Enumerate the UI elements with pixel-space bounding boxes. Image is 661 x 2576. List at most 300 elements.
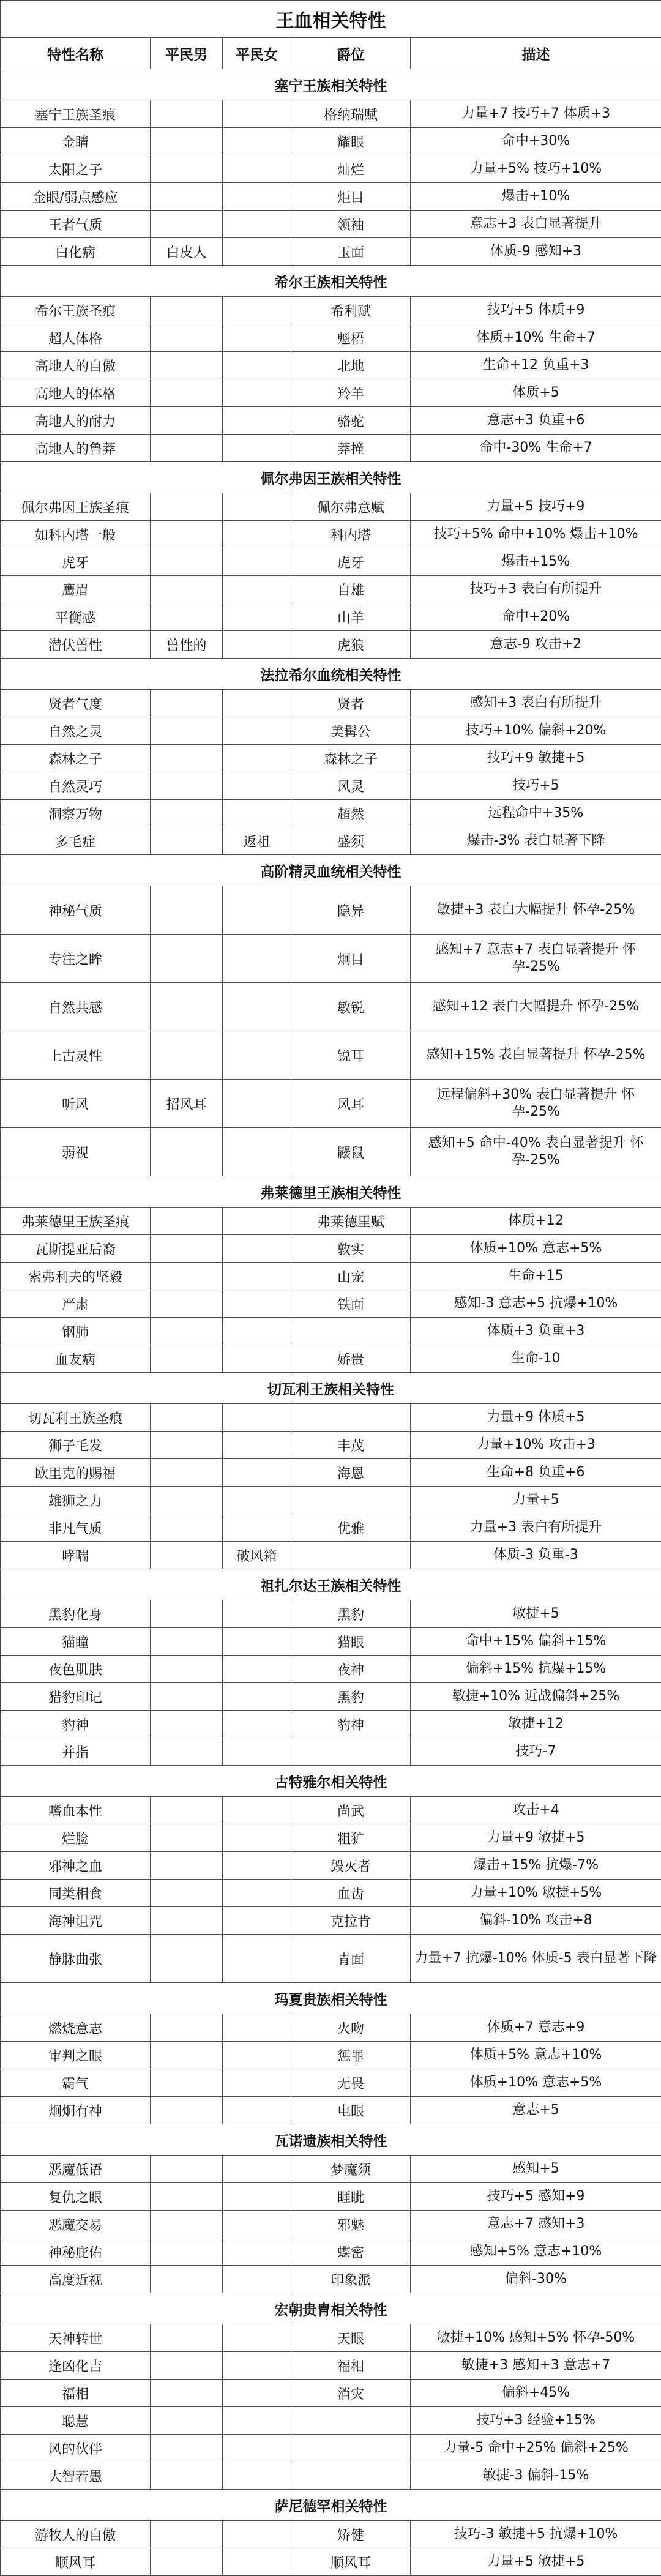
cell-commoner-male: 白皮人	[151, 238, 223, 266]
cell-commoner-male	[151, 297, 223, 324]
cell-noble-title: 山羊	[291, 603, 411, 631]
cell-description: 敏捷+3 感知+3 意志+7	[411, 2352, 661, 2380]
cell-trait-name: 炯炯有神	[1, 2097, 151, 2124]
section-title: 玛夏贵族相关特性	[1, 1983, 661, 2014]
cell-commoner-female	[223, 886, 291, 935]
table-row	[1, 1907, 661, 1935]
cell-trait-name: 欧里克的赐福	[1, 1459, 151, 1487]
table-row	[1, 324, 661, 352]
column-header-title: 爵位	[291, 38, 411, 69]
cell-commoner-male	[151, 2069, 223, 2097]
cell-commoner-male	[151, 324, 223, 352]
cell-commoner-male	[151, 2462, 223, 2490]
cell-description: 力量+10% 攻击+3	[411, 1432, 661, 1459]
column-header-female: 平民女	[223, 38, 291, 69]
cell-trait-name: 风的伙伴	[1, 2435, 151, 2462]
cell-description: 技巧-7	[411, 1738, 661, 1766]
cell-description: 技巧+3 表白有所提升	[411, 576, 661, 603]
cell-trait-name: 瓦斯提亚后裔	[1, 1235, 151, 1263]
cell-commoner-male	[151, 211, 223, 238]
table-row	[1, 407, 661, 435]
cell-commoner-female	[223, 631, 291, 659]
cell-commoner-male	[151, 2042, 223, 2069]
cell-commoner-female	[223, 128, 291, 155]
table-row	[1, 548, 661, 576]
cell-commoner-female	[223, 324, 291, 352]
section-title: 宏朝贵胄相关特性	[1, 2293, 661, 2324]
cell-commoner-male	[151, 1683, 223, 1711]
cell-trait-name: 太阳之子	[1, 155, 151, 183]
table-row	[1, 493, 661, 521]
cell-noble-title: 锐耳	[291, 1031, 411, 1080]
cell-commoner-male	[151, 1797, 223, 1824]
table-row	[1, 745, 661, 772]
cell-trait-name: 切瓦利王族圣痕	[1, 1404, 151, 1432]
cell-trait-name: 索弗利夫的坚毅	[1, 1263, 151, 1290]
cell-commoner-male	[151, 155, 223, 183]
cell-description: 力量+3 表白有所提升	[411, 1514, 661, 1542]
cell-noble-title: 火吻	[291, 2014, 411, 2042]
table-row	[1, 2069, 661, 2097]
section-header-row	[1, 1373, 661, 1404]
cell-description: 力量+9 体质+5	[411, 1404, 661, 1432]
cell-commoner-male	[151, 100, 223, 128]
cell-description: 感知+5% 意志+10%	[411, 2238, 661, 2266]
table-row	[1, 2548, 661, 2576]
cell-commoner-male	[151, 576, 223, 603]
cell-description: 偏斜+15% 抗爆+15%	[411, 1656, 661, 1683]
cell-trait-name: 超人体格	[1, 324, 151, 352]
cell-commoner-female	[223, 772, 291, 800]
cell-description: 感知+12 表白大幅提升 怀孕-25%	[411, 983, 661, 1031]
cell-description: 感知+5	[411, 2156, 661, 2183]
cell-description: 力量+9 敏捷+5	[411, 1824, 661, 1852]
cell-trait-name: 高地人的鲁莽	[1, 435, 151, 462]
cell-noble-title: 灿烂	[291, 155, 411, 183]
cell-description: 技巧+5	[411, 772, 661, 800]
cell-commoner-female	[223, 1318, 291, 1345]
cell-commoner-male	[151, 1487, 223, 1514]
table-row	[1, 297, 661, 324]
cell-description: 远程命中+35%	[411, 800, 661, 827]
section-header-row	[1, 1766, 661, 1797]
cell-commoner-male	[151, 2266, 223, 2293]
cell-commoner-male	[151, 800, 223, 827]
cell-description: 生命+12 负重+3	[411, 352, 661, 379]
cell-commoner-female	[223, 2156, 291, 2183]
section-header-row	[1, 266, 661, 297]
section-header-row	[1, 1176, 661, 1208]
section-header-row	[1, 855, 661, 886]
cell-trait-name: 哮喘	[1, 1542, 151, 1569]
cell-description: 爆击-3% 表白显著下降	[411, 827, 661, 855]
cell-commoner-female: 返祖	[223, 827, 291, 855]
section-title: 塞宁王族相关特性	[1, 69, 661, 100]
cell-description: 生命+15	[411, 1263, 661, 1290]
cell-commoner-female	[223, 1600, 291, 1628]
cell-commoner-female	[223, 548, 291, 576]
cell-trait-name: 弗莱德里王族圣痕	[1, 1208, 151, 1235]
cell-noble-title: 盛须	[291, 827, 411, 855]
section-header-row	[1, 69, 661, 100]
table-row	[1, 2156, 661, 2183]
cell-commoner-female	[223, 211, 291, 238]
cell-trait-name: 贤者气度	[1, 690, 151, 717]
table-row	[1, 1208, 661, 1235]
table-row	[1, 935, 661, 983]
cell-description: 感知+15% 表白显著提升 怀孕-25%	[411, 1031, 661, 1080]
cell-commoner-male	[151, 1031, 223, 1080]
cell-noble-title: 粗犷	[291, 1824, 411, 1852]
cell-trait-name: 狮子毛发	[1, 1432, 151, 1459]
cell-commoner-female	[223, 297, 291, 324]
table-row	[1, 1031, 661, 1080]
cell-commoner-female	[223, 238, 291, 266]
cell-commoner-male	[151, 1738, 223, 1766]
cell-trait-name: 上古灵性	[1, 1031, 151, 1080]
cell-commoner-male	[151, 2380, 223, 2407]
cell-description: 敏捷+5	[411, 1600, 661, 1628]
section-title: 弗莱德里王族相关特性	[1, 1176, 661, 1208]
cell-commoner-male	[151, 379, 223, 407]
cell-description: 感知+5 命中-40% 表白显著提升 怀孕-25%	[411, 1128, 661, 1176]
cell-trait-name: 金睛	[1, 128, 151, 155]
table-row	[1, 1683, 661, 1711]
cell-commoner-male	[151, 352, 223, 379]
cell-commoner-male	[151, 2352, 223, 2380]
table-row	[1, 2435, 661, 2462]
cell-commoner-male	[151, 717, 223, 745]
cell-commoner-male	[151, 886, 223, 935]
table-row	[1, 211, 661, 238]
cell-trait-name: 白化病	[1, 238, 151, 266]
cell-commoner-male	[151, 1935, 223, 1983]
cell-trait-name: 高地人的体格	[1, 379, 151, 407]
cell-commoner-female	[223, 435, 291, 462]
cell-description: 命中+30%	[411, 128, 661, 155]
table-row	[1, 983, 661, 1031]
cell-trait-name: 高地人的自傲	[1, 352, 151, 379]
cell-description: 体质+12	[411, 1208, 661, 1235]
cell-commoner-male	[151, 521, 223, 548]
cell-noble-title: 惩罪	[291, 2042, 411, 2069]
table-row	[1, 183, 661, 211]
cell-commoner-male	[151, 2097, 223, 2124]
section-title: 瓦诺遗族相关特性	[1, 2124, 661, 2156]
cell-commoner-male	[151, 1656, 223, 1683]
section-header-row	[1, 1983, 661, 2014]
cell-commoner-female	[223, 2238, 291, 2266]
cell-noble-title: 敦实	[291, 1235, 411, 1263]
cell-trait-name: 猫瞳	[1, 1628, 151, 1656]
cell-commoner-male	[151, 2521, 223, 2548]
table-title-row	[1, 1, 661, 38]
table-row	[1, 1432, 661, 1459]
cell-commoner-male: 兽性的	[151, 631, 223, 659]
table-title: 王血相关特性	[1, 1, 661, 38]
cell-description: 敏捷-3 偏斜-15%	[411, 2462, 661, 2490]
cell-commoner-male	[151, 548, 223, 576]
cell-description: 感知+7 意志+7 表白显著提升 怀孕-25%	[411, 935, 661, 983]
cell-description: 敏捷+10% 近战偏斜+25%	[411, 1683, 661, 1711]
cell-noble-title: 北地	[291, 352, 411, 379]
cell-noble-title	[291, 1404, 411, 1432]
cell-trait-name: 佩尔弗因王族圣痕	[1, 493, 151, 521]
cell-commoner-male	[151, 1345, 223, 1373]
table-row	[1, 603, 661, 631]
cell-description: 爆击+10%	[411, 183, 661, 211]
cell-commoner-female	[223, 690, 291, 717]
cell-noble-title: 邪魅	[291, 2211, 411, 2238]
cell-commoner-female	[223, 183, 291, 211]
table-row	[1, 155, 661, 183]
cell-trait-name: 钢肺	[1, 1318, 151, 1345]
table-row	[1, 1263, 661, 1290]
cell-description: 敏捷+3 表白大幅提升 怀孕-25%	[411, 886, 661, 935]
cell-noble-title	[291, 1738, 411, 1766]
cell-noble-title: 隐异	[291, 886, 411, 935]
cell-noble-title: 夜神	[291, 1656, 411, 1683]
cell-commoner-male	[151, 1514, 223, 1542]
cell-commoner-male	[151, 407, 223, 435]
cell-commoner-male	[151, 1880, 223, 1907]
cell-trait-name: 如科内塔一般	[1, 521, 151, 548]
cell-description: 感知+3 表白有所提升	[411, 690, 661, 717]
cell-commoner-female	[223, 717, 291, 745]
cell-commoner-female	[223, 1487, 291, 1514]
cell-trait-name: 邪神之血	[1, 1852, 151, 1880]
table-row	[1, 435, 661, 462]
cell-trait-name: 复仇之眼	[1, 2183, 151, 2211]
table-row	[1, 2380, 661, 2407]
cell-description: 体质-9 感知+3	[411, 238, 661, 266]
cell-noble-title: 山宠	[291, 1263, 411, 1290]
cell-commoner-male	[151, 827, 223, 855]
cell-trait-name: 豹神	[1, 1711, 151, 1738]
cell-trait-name: 游牧人的自傲	[1, 2521, 151, 2548]
cell-noble-title: 虎牙	[291, 548, 411, 576]
cell-trait-name: 神秘庇佑	[1, 2238, 151, 2266]
cell-commoner-male	[151, 128, 223, 155]
table-row	[1, 352, 661, 379]
cell-commoner-female	[223, 1907, 291, 1935]
cell-trait-name: 王者气质	[1, 211, 151, 238]
table-row	[1, 1318, 661, 1345]
cell-trait-name: 天神转世	[1, 2324, 151, 2352]
cell-noble-title: 风耳	[291, 1080, 411, 1128]
cell-commoner-male	[151, 2211, 223, 2238]
cell-trait-name: 夜色肌肤	[1, 1656, 151, 1683]
section-header-row	[1, 1569, 661, 1600]
cell-commoner-female	[223, 2042, 291, 2069]
cell-trait-name: 塞宁王族圣痕	[1, 100, 151, 128]
cell-commoner-male	[151, 1542, 223, 1569]
cell-commoner-female	[223, 1935, 291, 1983]
section-title: 高阶精灵血统相关特性	[1, 855, 661, 886]
cell-commoner-female	[223, 521, 291, 548]
cell-commoner-female	[223, 1263, 291, 1290]
section-title: 佩尔弗因王族相关特性	[1, 462, 661, 493]
table-row	[1, 1824, 661, 1852]
cell-commoner-female	[223, 1031, 291, 1080]
cell-trait-name: 希尔王族圣痕	[1, 297, 151, 324]
cell-commoner-male	[151, 1263, 223, 1290]
table-row	[1, 1514, 661, 1542]
cell-noble-title: 玉面	[291, 238, 411, 266]
cell-noble-title: 敏锐	[291, 983, 411, 1031]
cell-commoner-male	[151, 983, 223, 1031]
table-row	[1, 2238, 661, 2266]
cell-commoner-female	[223, 1459, 291, 1487]
table-row	[1, 1628, 661, 1656]
cell-trait-name: 聪慧	[1, 2407, 151, 2435]
cell-description: 爆击+15% 抗爆-7%	[411, 1852, 661, 1880]
section-title: 古特雅尔相关特性	[1, 1766, 661, 1797]
cell-description: 偏斜+45%	[411, 2380, 661, 2407]
cell-description: 远程偏斜+30% 表白显著提升 怀孕-25%	[411, 1080, 661, 1128]
cell-description: 命中+15% 偏斜+15%	[411, 1628, 661, 1656]
cell-commoner-female	[223, 800, 291, 827]
cell-description: 技巧+5 体质+9	[411, 297, 661, 324]
cell-trait-name: 审判之眼	[1, 2042, 151, 2069]
cell-commoner-male	[151, 1907, 223, 1935]
cell-noble-title: 电眼	[291, 2097, 411, 2124]
cell-commoner-male	[151, 2238, 223, 2266]
cell-commoner-female	[223, 2324, 291, 2352]
section-title: 祖扎尔达王族相关特性	[1, 1569, 661, 1600]
table-row	[1, 2407, 661, 2435]
cell-description: 体质+5	[411, 379, 661, 407]
column-header-male: 平民男	[151, 38, 223, 69]
cell-commoner-male	[151, 1318, 223, 1345]
cell-noble-title: 睚眦	[291, 2183, 411, 2211]
cell-trait-name: 雄狮之力	[1, 1487, 151, 1514]
cell-description: 爆击+15%	[411, 548, 661, 576]
cell-noble-title: 豹神	[291, 1711, 411, 1738]
cell-noble-title: 矫健	[291, 2521, 411, 2548]
section-header-row	[1, 2490, 661, 2521]
cell-description: 力量-5 命中+25% 偏斜+25%	[411, 2435, 661, 2462]
cell-commoner-male	[151, 1711, 223, 1738]
table-row	[1, 576, 661, 603]
section-title: 萨尼德罕相关特性	[1, 2490, 661, 2521]
cell-commoner-female	[223, 379, 291, 407]
section-title: 法拉希尔血统相关特性	[1, 659, 661, 690]
cell-noble-title: 尚武	[291, 1797, 411, 1824]
cell-commoner-female	[223, 935, 291, 983]
cell-commoner-male	[151, 2407, 223, 2435]
cell-description: 体质+5% 意志+10%	[411, 2042, 661, 2069]
cell-trait-name: 逢凶化吉	[1, 2352, 151, 2380]
table-row	[1, 1542, 661, 1569]
cell-description: 技巧+10% 偏斜+20%	[411, 717, 661, 745]
cell-description: 技巧+3 经验+15%	[411, 2407, 661, 2435]
column-header-row	[1, 38, 661, 69]
cell-noble-title: 血齿	[291, 1880, 411, 1907]
cell-trait-name: 大智若愚	[1, 2462, 151, 2490]
cell-commoner-female	[223, 2266, 291, 2293]
cell-description: 力量+10% 敏捷+5%	[411, 1880, 661, 1907]
cell-trait-name: 鹰眉	[1, 576, 151, 603]
cell-commoner-female	[223, 745, 291, 772]
trait-table-body	[1, 1, 661, 2576]
cell-noble-title	[291, 2462, 411, 2490]
table-row	[1, 1852, 661, 1880]
cell-commoner-female	[223, 603, 291, 631]
cell-commoner-female	[223, 2521, 291, 2548]
cell-trait-name: 森林之子	[1, 745, 151, 772]
cell-noble-title: 黑豹	[291, 1600, 411, 1628]
table-row	[1, 1487, 661, 1514]
cell-noble-title: 青面	[291, 1935, 411, 1983]
cell-description: 命中-30% 生命+7	[411, 435, 661, 462]
table-row	[1, 379, 661, 407]
cell-commoner-female	[223, 2407, 291, 2435]
cell-noble-title: 弗莱德里赋	[291, 1208, 411, 1235]
table-row	[1, 2266, 661, 2293]
cell-trait-name: 高地人的耐力	[1, 407, 151, 435]
cell-commoner-female	[223, 2183, 291, 2211]
table-row	[1, 772, 661, 800]
table-row	[1, 1711, 661, 1738]
cell-trait-name: 恶魔低语	[1, 2156, 151, 2183]
cell-commoner-female	[223, 2097, 291, 2124]
cell-commoner-female	[223, 352, 291, 379]
cell-trait-name: 潜伏兽性	[1, 631, 151, 659]
section-title: 切瓦利王族相关特性	[1, 1373, 661, 1404]
cell-noble-title: 梦魔须	[291, 2156, 411, 2183]
cell-trait-name: 专注之眸	[1, 935, 151, 983]
cell-commoner-male	[151, 493, 223, 521]
cell-commoner-female	[223, 2352, 291, 2380]
section-header-row	[1, 2293, 661, 2324]
table-row	[1, 2324, 661, 2352]
cell-commoner-male	[151, 603, 223, 631]
table-row	[1, 521, 661, 548]
cell-noble-title: 印象派	[291, 2266, 411, 2293]
cell-description: 力量+5	[411, 1487, 661, 1514]
table-row	[1, 1128, 661, 1176]
cell-noble-title: 美髯公	[291, 717, 411, 745]
cell-noble-title: 佩尔弗意赋	[291, 493, 411, 521]
table-row	[1, 1290, 661, 1318]
cell-trait-name: 神秘气质	[1, 886, 151, 935]
cell-trait-name: 嗜血本性	[1, 1797, 151, 1824]
cell-noble-title: 克拉肯	[291, 1907, 411, 1935]
table-row	[1, 717, 661, 745]
cell-noble-title: 虎狼	[291, 631, 411, 659]
cell-trait-name: 虎牙	[1, 548, 151, 576]
cell-noble-title: 海恩	[291, 1459, 411, 1487]
cell-commoner-female	[223, 2435, 291, 2462]
cell-commoner-female	[223, 2211, 291, 2238]
cell-commoner-female	[223, 1345, 291, 1373]
cell-noble-title: 黑豹	[291, 1683, 411, 1711]
table-row	[1, 238, 661, 266]
cell-commoner-male	[151, 1235, 223, 1263]
cell-description: 敏捷+12	[411, 1711, 661, 1738]
section-header-row	[1, 659, 661, 690]
cell-commoner-female	[223, 1797, 291, 1824]
section-header-row	[1, 462, 661, 493]
cell-trait-name: 猎豹印记	[1, 1683, 151, 1711]
cell-noble-title: 蝶密	[291, 2238, 411, 2266]
cell-commoner-female	[223, 2548, 291, 2576]
cell-trait-name: 金眼/弱点感应	[1, 183, 151, 211]
cell-commoner-male	[151, 2324, 223, 2352]
cell-description: 技巧-3 敏捷+5 抗爆+10%	[411, 2521, 661, 2548]
cell-noble-title: 希利赋	[291, 297, 411, 324]
